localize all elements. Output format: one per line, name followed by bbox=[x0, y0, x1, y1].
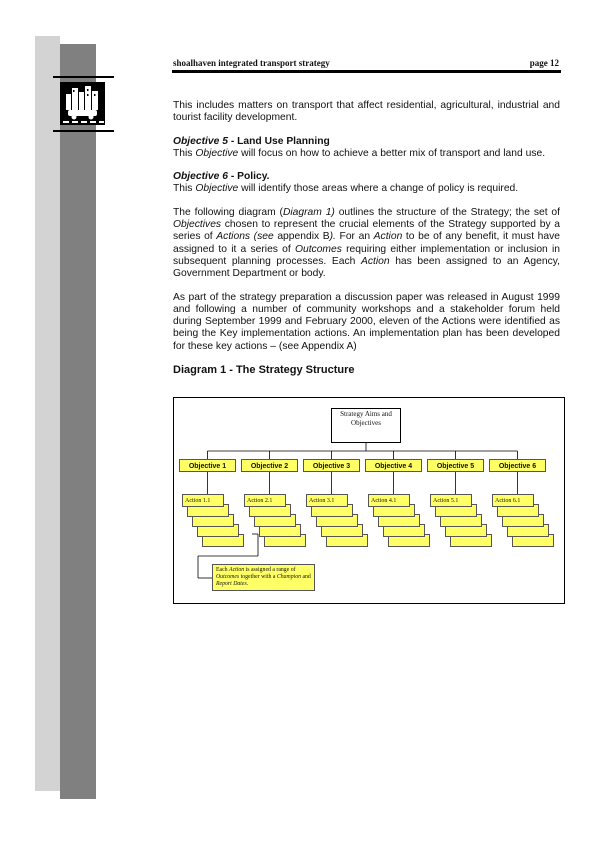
strategy-structure-diagram bbox=[173, 397, 565, 604]
objective-box-6: Objective 6 bbox=[489, 459, 546, 472]
p4-t6: to be of any benefit, it must have assigned to it a series of bbox=[173, 231, 561, 255]
objective-box-3: Objective 3 bbox=[303, 459, 360, 472]
action-box-6: Action 6.1 bbox=[492, 494, 534, 507]
objective-6-post: will identify those areas where a change of policy is required. bbox=[238, 183, 519, 195]
objective-box-2: Objective 2 bbox=[241, 459, 298, 472]
action-box-3: Action 3.1 bbox=[306, 494, 348, 507]
margin-band-light bbox=[35, 36, 60, 791]
p4-i6: Outcomes bbox=[294, 243, 342, 255]
city-logo-icon bbox=[60, 82, 105, 125]
logo-rule-bottom bbox=[53, 130, 114, 132]
objective-5-title: Land Use Planning bbox=[237, 135, 330, 147]
objective-6-section bbox=[173, 171, 560, 196]
objective-box-1: Objective 1 bbox=[179, 459, 236, 472]
action-box-5: Action 5.1 bbox=[430, 494, 472, 507]
p4-t3: chosen to represent the crucial elements of the Strategy supported by a series of bbox=[173, 219, 560, 243]
diagram-note-box bbox=[212, 564, 315, 591]
note-t3: together with a bbox=[239, 574, 277, 580]
p4-i5: Action bbox=[373, 231, 403, 243]
note-i1: Action bbox=[229, 567, 245, 573]
objective-box-4: Objective 4 bbox=[365, 459, 422, 472]
paragraph-implementation: As part of the strategy preparation a discussion paper was released in August 1999 and following a number of community workshops and a stakeholder forum held during September 1999 and February 2000, eleven of the Actions were identified as being the Key implementation actions. An implementation plan has been developed for these key actions – (see Appendix A) bbox=[173, 291, 560, 352]
objective-5-sep: - bbox=[227, 135, 238, 147]
action-box-4: Action 4.1 bbox=[368, 494, 410, 507]
note-t1: Each bbox=[216, 567, 230, 573]
objective-6-sep: - bbox=[227, 171, 238, 183]
p4-t5: For an bbox=[335, 231, 374, 243]
note-i4: Report Dates. bbox=[216, 581, 249, 587]
p4-i7: Action bbox=[360, 255, 390, 267]
objective-6-title: Policy. bbox=[237, 171, 270, 183]
objective-6-label: Objective 6 bbox=[173, 171, 228, 183]
paragraph-diagram-intro bbox=[173, 207, 560, 281]
margin-band-dark bbox=[60, 44, 96, 799]
objective-5-heading bbox=[173, 136, 560, 148]
header-title: shoalhaven integrated transport strategy bbox=[173, 58, 330, 68]
p4-t7: requiring either implementation or inclusion in subsequent planning processes. Each bbox=[173, 243, 560, 267]
p4-i4: ). bbox=[329, 231, 336, 243]
header-rule bbox=[172, 70, 561, 73]
note-t4: and bbox=[301, 574, 311, 580]
note-i3: Champion bbox=[276, 574, 302, 580]
objective-5-word: Objective bbox=[195, 147, 239, 159]
objective-5-label: Objective 5 bbox=[173, 135, 228, 147]
p4-t4: appendix B bbox=[273, 231, 330, 243]
logo-rule-top bbox=[53, 76, 114, 78]
objective-6-heading bbox=[173, 171, 560, 183]
p4-t2: outlines the structure of the Strategy; the set of bbox=[334, 206, 560, 218]
note-i2: Outcomes bbox=[216, 574, 240, 580]
objective-6-text bbox=[173, 183, 560, 195]
p4-t8: has been assigned to an Agency, Government Department or body. bbox=[173, 255, 560, 280]
page-number: page 12 bbox=[529, 58, 559, 68]
objective-6-pre: This bbox=[173, 183, 196, 195]
objective-5-post: will focus on how to achieve a better mix of transport and land use. bbox=[238, 147, 546, 159]
p4-t1: The following diagram ( bbox=[173, 206, 283, 218]
paragraph-intro: This includes matters on transport that affect residential, agricultural, industrial and tourist facility development. bbox=[173, 100, 560, 124]
note-t2: is assigned a range of bbox=[244, 567, 296, 573]
diagram-root-box: Strategy Aims and Objectives bbox=[331, 408, 401, 443]
objective-5-section bbox=[173, 136, 560, 161]
p4-i1: Diagram 1) bbox=[282, 206, 335, 218]
p4-i2: Objectives bbox=[173, 219, 222, 231]
objective-5-text bbox=[173, 148, 560, 160]
page-content bbox=[173, 100, 560, 376]
objective-6-word: Objective bbox=[195, 183, 239, 195]
diagram-title: Diagram 1 - The Strategy Structure bbox=[173, 364, 355, 377]
objective-5-pre: This bbox=[173, 147, 196, 159]
objective-box-5: Objective 5 bbox=[427, 459, 484, 472]
action-box-2: Action 2.1 bbox=[244, 494, 286, 507]
p4-i3: Actions (see bbox=[216, 231, 274, 243]
action-box-1: Action 1.1 bbox=[182, 494, 224, 507]
